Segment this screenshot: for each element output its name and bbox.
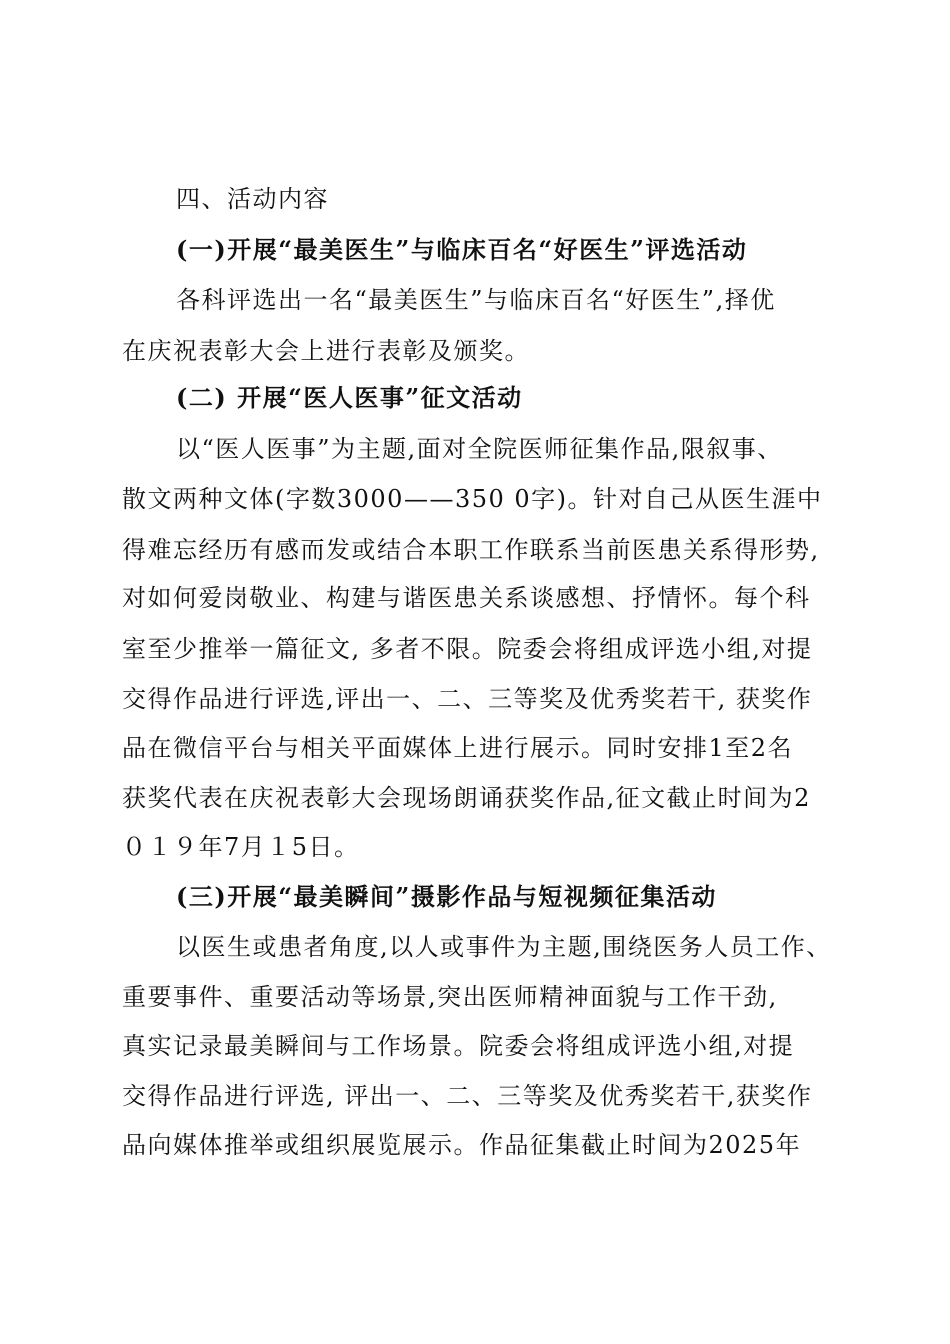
paragraph-line: 真实记录最美瞬间与工作场景。院委会将组成评选小组,对提 xyxy=(122,1032,795,1060)
paragraph-line: 以医生或患者角度,以人或事件为主题,围绕医务人员工作、 xyxy=(176,933,832,961)
paragraph-line: 品在微信平台与相关平面媒体上进行展示。同时安排1至2名 xyxy=(122,734,794,762)
paragraph-line: 散文两种文体(字数3000——350 0字)。针对自己从医生涯中 xyxy=(122,485,823,513)
paragraph-line: 以“医人医事”为主题,面对全院医师征集作品,限叙事、 xyxy=(176,435,783,463)
paragraph-line: 对如何爱岗敬业、构建与谐医患关系谈感想、抒情怀。每个科 xyxy=(122,584,811,612)
paragraph-line: 品向媒体推举或组织展览展示。作品征集截止时间为2025年 xyxy=(122,1131,802,1159)
paragraph-line: 获奖代表在庆祝表彰大会现场朗诵获奖作品,征文截止时间为2 xyxy=(122,784,811,812)
paragraph-line: 得难忘经历有感而发或结合本职工作联系当前医患关系得形势, xyxy=(122,536,820,564)
heading-2: (二) 开展“医人医事”征文活动 xyxy=(176,383,523,412)
paragraph-line: 重要事件、重要活动等场景,突出医师精神面貌与工作干劲, xyxy=(122,983,778,1011)
paragraph-line: 室至少推举一篇征文, 多者不限。院委会将组成评选小组,对提 xyxy=(122,635,813,663)
paragraph-line: 交得作品进行评选,评出一、二、三等奖及优秀奖若干, 获奖作 xyxy=(122,685,813,713)
paragraph-line: 交得作品进行评选, 评出一、二、三等奖及优秀奖若干,获奖作 xyxy=(122,1082,813,1110)
paragraph-line: 在庆祝表彰大会上进行表彰及颁奖。 xyxy=(122,337,530,365)
section-title: 四、活动内容 xyxy=(176,185,329,213)
paragraph-line: ０１９年7月１5日。 xyxy=(122,833,360,861)
heading-3: (三)开展“最美瞬间”摄影作品与短视频征集活动 xyxy=(176,882,717,911)
heading-1: (一)开展“最美医生”与临床百名“好医生”评选活动 xyxy=(176,235,748,264)
paragraph-line: 各科评选出一名“最美医生”与临床百名“好医生”,择优 xyxy=(176,286,776,314)
